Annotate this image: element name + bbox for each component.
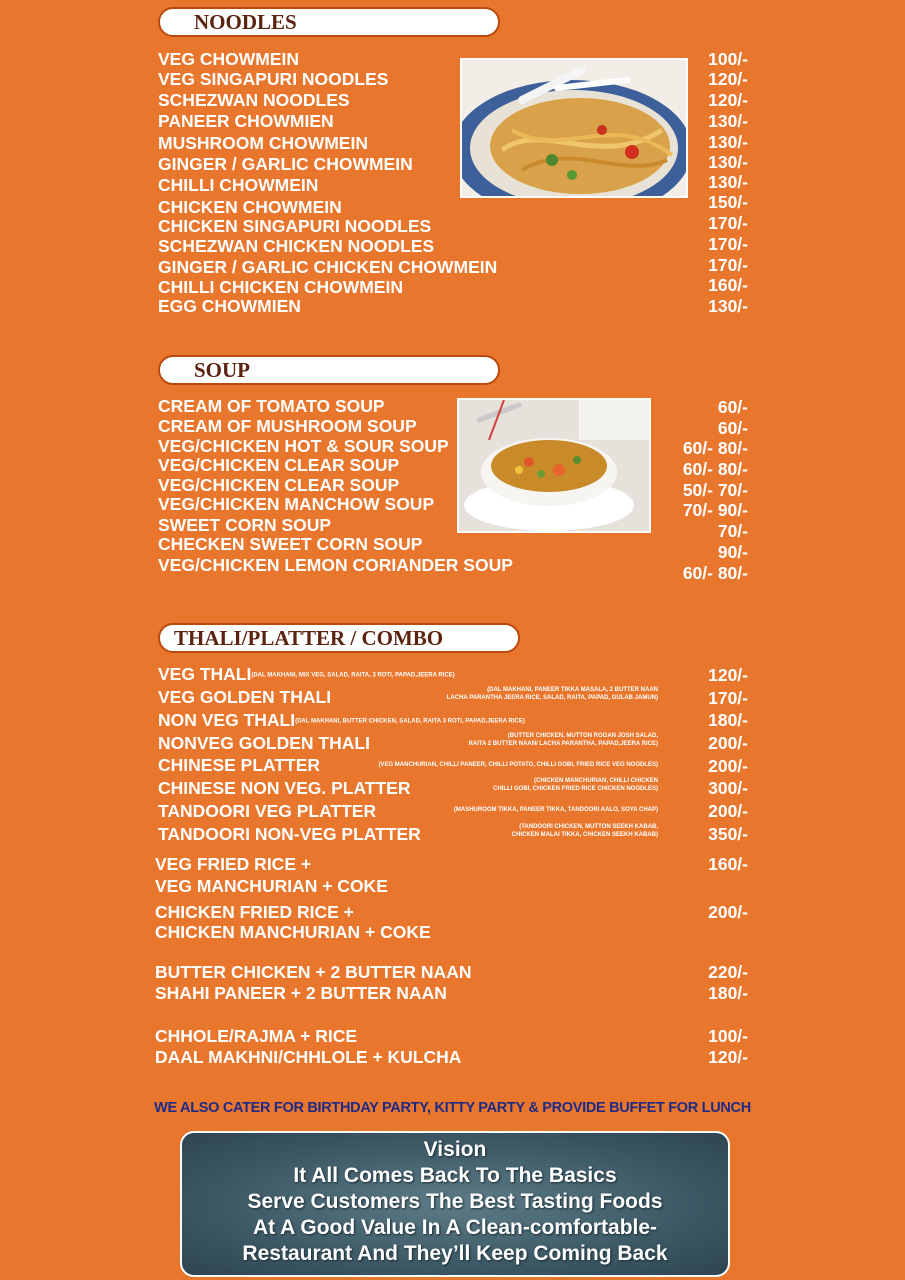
combo-price: 220/- bbox=[708, 962, 748, 982]
soup-item: CREAM OF MUSHROOM SOUP bbox=[158, 416, 417, 436]
soup-item: VEG/CHICKEN LEMON CORIANDER SOUP bbox=[158, 555, 513, 575]
thali-item-name: VEG THALI bbox=[158, 664, 252, 684]
noodles-item: PANEER CHOWMIEN bbox=[158, 111, 334, 131]
soup-price: 70/- 90/- bbox=[682, 500, 748, 520]
catering-note: WE ALSO CATER FOR BIRTHDAY PARTY, KITTY PARTY & PROVIDE BUFFET FOR LUNCH bbox=[154, 1100, 751, 1116]
thali-item bbox=[158, 710, 525, 731]
noodles-item: EGG CHOWMIEN bbox=[158, 296, 301, 316]
soup-price: 60/- bbox=[717, 397, 748, 417]
thali-price: 180/- bbox=[708, 710, 748, 730]
thali-item-desc: (DAL MAKHANI, MIX VEG, SALAD, RAITA, 3 ROTI, PAPAD,JEERA RICE) bbox=[251, 672, 455, 679]
noodles-item: CHILLI CHOWMEIN bbox=[158, 175, 319, 195]
combo-price: 180/- bbox=[708, 983, 748, 1003]
noodles-price: 130/- bbox=[708, 132, 748, 152]
soup-price: 60/- 80/- bbox=[682, 459, 748, 479]
thali-item-desc-line: CHILLI GOBI, CHICKEN FRIED RICE CHICKEN NOODLES) bbox=[492, 786, 658, 792]
thali-item bbox=[158, 664, 455, 685]
soup-item: VEG/CHICKEN CLEAR SOUP bbox=[158, 455, 400, 475]
noodles-section-title: NOODLES bbox=[158, 7, 500, 37]
thali-item-desc-line: CHICKEN MALAI TIKKA, CHICKEN SEEKH KABAB) bbox=[511, 832, 658, 838]
thali-item-desc-line: (DAL MAKHANI, PANEER TIKKA MASALA, 2 BUTTER NAAN bbox=[487, 687, 658, 693]
noodles-item: VEG CHOWMEIN bbox=[158, 49, 299, 69]
soup-photo bbox=[457, 398, 651, 533]
thali-item-name: NON VEG THALI bbox=[158, 710, 296, 730]
combo-item: CHHOLE/RAJMA + RICE bbox=[155, 1026, 358, 1046]
combo-price: 100/- bbox=[708, 1026, 748, 1046]
thali-item-desc-line: RAITA 2 BUTTER NAAN/ LACHA PARANTHA, PAPAD,JEERA RICE) bbox=[468, 741, 658, 747]
combo-item: VEG FRIED RICE + bbox=[155, 854, 312, 874]
thali-item-desc-line: (TANDOORI CHICKEN, MUTTON SEEKH KABAB, bbox=[519, 824, 658, 830]
noodles-item: GINGER / GARLIC CHOWMEIN bbox=[158, 154, 413, 174]
thali-item-desc-line: LACHA PARANTHA JEERA RICE, SALAD, RAITA, PAPAD, GULAB JAMUN) bbox=[446, 695, 658, 701]
noodles-item: CHILLI CHICKEN CHOWMEIN bbox=[158, 277, 403, 297]
vision-line: Serve Customers The Best Tasting Foods bbox=[247, 1190, 663, 1213]
thali-item-desc: (DAL MAKHANI, BUTTER CHICKEN, SALAD, RAITA 3 ROTI, PAPAD,JEERA RICE) bbox=[295, 718, 525, 725]
noodles-price: 130/- bbox=[708, 111, 748, 131]
soup-item: SWEET CORN SOUP bbox=[158, 515, 332, 535]
noodles-item: VEG SINGAPURI NOODLES bbox=[158, 69, 389, 89]
noodles-price: 130/- bbox=[708, 296, 748, 316]
noodles-price: 120/- bbox=[708, 69, 748, 89]
noodles-item: MUSHROOM CHOWMEIN bbox=[158, 133, 368, 153]
soup-item: VEG/CHICKEN CLEAR SOUP bbox=[158, 475, 400, 495]
thali-item: TANDOORI NON-VEG PLATTER bbox=[158, 824, 421, 844]
combo-item: DAAL MAKHNI/CHHLOLE + KULCHA bbox=[155, 1047, 462, 1067]
noodles-item: SCHEZWAN CHICKEN NOODLES bbox=[158, 236, 435, 256]
vision-line: It All Comes Back To The Basics bbox=[293, 1164, 617, 1187]
noodles-item: CHICKEN CHOWMEIN bbox=[158, 197, 342, 217]
soup-bowl-icon bbox=[459, 400, 649, 531]
combo-item: CHICKEN FRIED RICE + bbox=[155, 902, 354, 922]
soup-item: CREAM OF TOMATO SOUP bbox=[158, 396, 385, 416]
noodles-price: 170/- bbox=[708, 213, 748, 233]
noodles-price: 170/- bbox=[708, 255, 748, 275]
vision-title: Vision bbox=[423, 1138, 487, 1161]
thali-section-title: THALI/PLATTER / COMBO bbox=[158, 623, 520, 653]
thali-item-desc bbox=[447, 686, 658, 702]
combo-item: SHAHI PANEER + 2 BUTTER NAAN bbox=[155, 983, 447, 1003]
thali-item: TANDOORI VEG PLATTER bbox=[158, 801, 377, 821]
soup-price: 90/- bbox=[717, 542, 748, 562]
combo-item: VEG MANCHURIAN + COKE bbox=[155, 876, 388, 896]
noodles-price: 130/- bbox=[708, 152, 748, 172]
thali-item: CHINESE NON VEG. PLATTER bbox=[158, 778, 411, 798]
combo-price: 200/- bbox=[708, 902, 748, 922]
soup-price: 50/- 70/- bbox=[682, 480, 748, 500]
combo-price: 160/- bbox=[708, 854, 748, 874]
soup-price: 70/- bbox=[717, 521, 748, 541]
soup-price: 60/- bbox=[717, 418, 748, 438]
thali-item-desc: (VEG MANCHURIAN, CHILLI PANEER, CHILLI POTATO, CHILLI GOBI, FRIED RICE VEG NOODLES) bbox=[378, 762, 658, 768]
noodles-item: SCHEZWAN NOODLES bbox=[158, 90, 350, 110]
noodles-price: 160/- bbox=[708, 275, 748, 295]
combo-price: 120/- bbox=[708, 1047, 748, 1067]
thali-price: 200/- bbox=[708, 756, 748, 776]
combo-item: BUTTER CHICKEN + 2 BUTTER NAAN bbox=[155, 962, 472, 982]
thali-item-desc-line: (BUTTER CHICKEN, MUTTON ROGAN JOSH SALAD, bbox=[507, 733, 658, 739]
noodles-price: 150/- bbox=[708, 192, 748, 212]
thali-price: 200/- bbox=[708, 733, 748, 753]
soup-item: CHECKEN SWEET CORN SOUP bbox=[158, 534, 423, 554]
soup-price: 60/- 80/- bbox=[682, 563, 748, 583]
noodles-price: 170/- bbox=[708, 234, 748, 254]
thali-item: VEG GOLDEN THALI bbox=[158, 687, 332, 707]
thali-item-desc: (MASHUROOM TIKKA, PANEER TIKKA, TANDOORI AALO, SOYA CHAP) bbox=[453, 807, 658, 813]
thali-price: 350/- bbox=[708, 824, 748, 844]
thali-item: CHINESE PLATTER bbox=[158, 755, 321, 775]
thali-price: 120/- bbox=[708, 665, 748, 685]
soup-item: VEG/CHICKEN HOT & SOUR SOUP bbox=[158, 436, 449, 456]
noodles-price: 120/- bbox=[708, 90, 748, 110]
soup-item: VEG/CHICKEN MANCHOW SOUP bbox=[158, 494, 435, 514]
thali-price: 300/- bbox=[708, 778, 748, 798]
noodles-price: 100/- bbox=[708, 49, 748, 69]
noodles-price: 130/- bbox=[708, 172, 748, 192]
thali-item-desc-line: (CHICKEN MANCHURIAN, CHILLI CHICKEN bbox=[534, 778, 658, 784]
noodles-item: GINGER / GARLIC CHICKEN CHOWMEIN bbox=[158, 257, 498, 277]
vision-line: Restaurant And They’ll Keep Coming Back bbox=[242, 1242, 668, 1265]
thali-price: 170/- bbox=[708, 688, 748, 708]
noodles-item: CHICKEN SINGAPURI NOODLES bbox=[158, 216, 432, 236]
thali-price: 200/- bbox=[708, 801, 748, 821]
thali-item: NONVEG GOLDEN THALI bbox=[158, 733, 370, 753]
soup-section-title: SOUP bbox=[158, 355, 500, 385]
combo-item: CHICKEN MANCHURIAN + COKE bbox=[155, 922, 431, 942]
soup-price: 60/- 80/- bbox=[682, 438, 748, 458]
vision-line: At A Good Value In A Clean-comfortable- bbox=[252, 1216, 658, 1239]
vision-panel bbox=[180, 1131, 730, 1277]
